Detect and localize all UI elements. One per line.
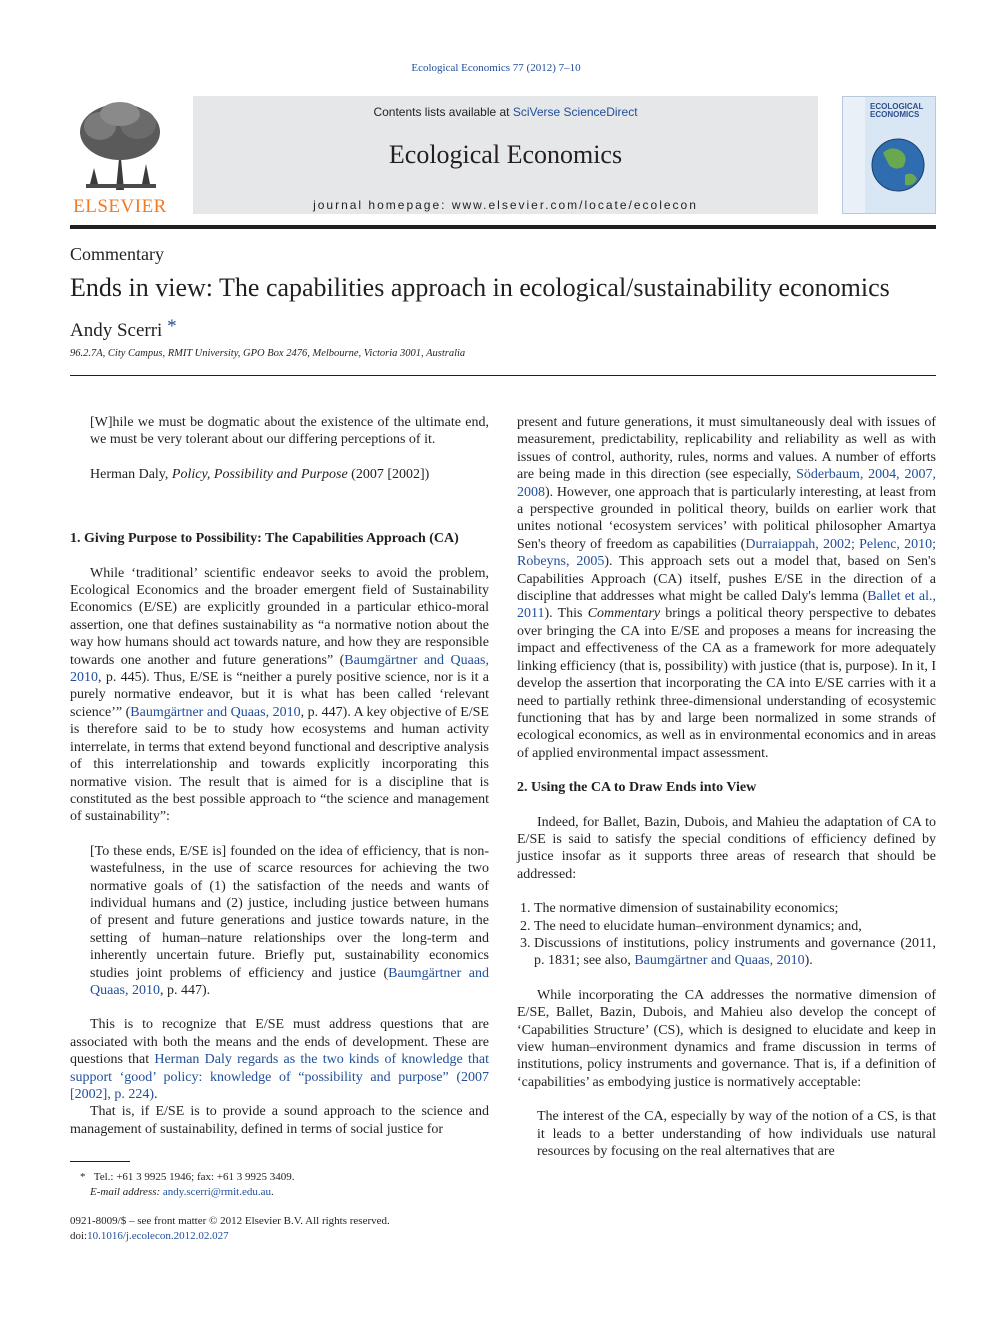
- journal-title: Ecological Economics: [388, 140, 623, 169]
- paragraph-text: While ‘traditional’ scientific endeavor seeks to avoid the problem, Ecological Economics and the broader emergent field of Sustainability Economics (E/SE) are explicitly grounded in a particular ethico-moral assertion, one that defines sustainability as “a normative notion about the way how humans should act towards nature, and how they are responsible towards one another and future generations” (: [70, 565, 489, 668]
- citation-link[interactable]: Baumgärtner and Quaas, 2010: [90, 965, 489, 998]
- issn-line: 0921-8009/$ – see front matter © 2012 Elsevier B.V. All rights reserved.: [70, 1215, 390, 1227]
- paragraph-text: , p. 447). A key objective of E/SE is therefore said to be to study how ecosystems and human activity interrelate, in terms that extend beyond functional and descriptive analysis of this interrelationship and towards explicitly incorporating this normative vision. The result that is aimed for is a discipline that is constituted as the best possible approach to “the science and management of sustainability”:: [70, 704, 489, 825]
- paragraph-text: , p. 445). Thus, E/SE is “neither a purely positive science, nor is it a purely normative endeavor, but it is what has been called ‘relevant science’” (: [70, 670, 489, 720]
- citation-link[interactable]: Baumgärtner and Quaas, 2010: [130, 704, 301, 720]
- affiliation: 96.2.7A, City Campus, RMIT University, GPO Box 2476, Melbourne, Victoria 3001, Australia: [70, 348, 466, 359]
- quote-text: , p. 447).: [160, 982, 211, 998]
- front-matter: [70, 1214, 490, 1244]
- paragraph-text: present and future generations, it must simultaneously deal with issues of measurement, predictability, replicability and reliability as well as with issues of control, authority, rules, norms and values. A number of efforts are being made in this direction (see especially,: [517, 415, 936, 483]
- paragraph: [70, 565, 489, 826]
- email-end: .: [271, 1186, 274, 1198]
- section-1-heading: 1. Giving Purpose to Possibility: The Capabilities Approach (CA): [70, 531, 459, 547]
- elsevier-tree-icon: [68, 98, 172, 194]
- citation-link[interactable]: Herman Daly regards as the two kinds of knowledge that support ‘good’ policy: knowledge of “possibility and purpose” (2007 [2002], p. 224): [70, 1052, 489, 1102]
- epigraph-year: (2007 [2002]): [347, 466, 430, 482]
- footnote-rule: [70, 1161, 130, 1162]
- footnote-tel: Tel.: +61 3 9925 1946; fax: +61 3 9925 3409.: [93, 1171, 295, 1183]
- left-column: [70, 414, 489, 1138]
- doi-line: [70, 1229, 490, 1244]
- citation-link[interactable]: Durraiappah, 2002; Pelenc, 2010; Robeyns, 2005: [517, 536, 936, 570]
- epigraph: [W]hile we must be dogmatic about the existence of the ultimate end, we must be very tolerant about our differing perceptions of it.: [90, 415, 489, 448]
- cover-title: ECOLOGICAL ECONOMICS: [870, 102, 924, 119]
- author-footnote-mark[interactable]: *: [167, 316, 177, 337]
- epigraph-work: Policy, Possibility and Purpose: [171, 466, 348, 482]
- paragraph-text: ). This: [544, 606, 588, 622]
- block-quote: The interest of the CA, especially by way of the notion of a CS, is that it leads to a better understanding of how individuals use natural resources by focusing on the real alternatives that are: [537, 1109, 936, 1160]
- contents-prefix: Contents lists available at: [373, 105, 513, 119]
- journal-reference-link[interactable]: Ecological Economics 77 (2012) 7–10: [411, 62, 581, 74]
- title-rule: [70, 375, 936, 376]
- email-label: E-mail address:: [90, 1186, 163, 1198]
- paragraph-text: This is to recognize that E/SE must address questions that are associated with both the means and the ends of development. These are questions that: [70, 1017, 489, 1068]
- paragraph: Indeed, for Ballet, Bazin, Dubois, and Mahieu the adaptation of CA to E/SE is said to satisfy the special conditions of efficiency defined by justice insofar as it supports three areas of research that should be addressed:: [517, 814, 936, 882]
- journal-masthead: [193, 96, 818, 214]
- paragraph-italic: Commentary: [587, 606, 661, 622]
- author-name: Andy Scerri: [70, 320, 163, 341]
- doi-link[interactable]: 10.1016/j.ecolecon.2012.02.027: [87, 1230, 229, 1242]
- sciencedirect-link[interactable]: SciVerse ScienceDirect: [512, 105, 638, 119]
- footnote-email: [80, 1185, 500, 1200]
- list-item: 2. The need to elucidate human–environment dynamics; and,: [534, 918, 936, 935]
- email-link[interactable]: andy.scerri@rmit.edu.au: [162, 1186, 271, 1198]
- list-item-text: Discussions of institutions, policy instruments and governance (2011, p. 1831; see also,: [534, 935, 936, 969]
- footnote-mark: *: [80, 1171, 86, 1183]
- footnote-contact: [80, 1170, 500, 1185]
- paragraph-text: brings a political theory perspective to debates over bringing the CA into E/SE and proposes a means for increasing the impact and effectiveness of the CA as a framework for more adequately linking efficiency (that is, possibility) with justice (that is, purpose). In it, I develop the assertion that incorporating the CA into E/SE carries with it a need to partially rethink three-dimensional understanding of ecosystemic functioning that has by and large been normalized in some strands of ecological economics, as well as in environmental economics and in areas of applied environmental impact assessment.: [517, 606, 936, 761]
- citation-link[interactable]: Söderbaum, 2004, 2007, 2008: [517, 467, 936, 500]
- article-type: Commentary: [70, 244, 164, 264]
- paragraph: While incorporating the CA addresses the normative dimension of E/SE, Ballet, Bazin, Dubois, and Mahieu also develop the concept of ‘Capabilities Structure’ (CS), which is designed to elucidate and keep in view human–environment dynamics and frame discussion in terms of institutions, policy instruments and governance. That is, if a definition of ‘capabilities’ as embodying justice is normatively acceptable:: [517, 987, 936, 1090]
- paragraph: That is, if E/SE is to provide a sound approach to the science and management of sustainability, defined in terms of social justice for: [70, 1104, 489, 1137]
- list-item-text: ).: [804, 953, 813, 969]
- globe-icon: [843, 97, 936, 214]
- journal-homepage[interactable]: journal homepage: www.elsevier.com/locate/ecolecon: [313, 198, 698, 212]
- paragraph: [517, 414, 936, 762]
- epigraph-author: Herman Daly,: [90, 466, 172, 482]
- journal-reference[interactable]: [0, 62, 992, 74]
- doi-label: doi:: [70, 1230, 88, 1242]
- paragraph: [70, 1016, 489, 1103]
- author-footnote: [80, 1170, 500, 1200]
- paragraph-text: ). However, one approach that is particularly interesting, at least from a perspective grounded in political theory, builds on earlier work that unites notional ‘ecosystem services’ with political philosopher Amartya Sen's theory of freedom as capabilities (: [517, 484, 936, 552]
- header-rule: [70, 225, 936, 229]
- epigraph-attribution: [90, 466, 489, 483]
- quote-text: [To these ends, E/SE is] founded on the idea of efficiency, that is non-wastefulness, in the use of scarce resources for achieving the two normative goals of (1) the satisfaction of the needs and wants of individual humans and (2) justice, including justice between humans of present and future generations and justice towards nature, in the setting of human–nature relationships over the long-term and inherently uncertain future. Briefly put, sustainability economics studies joint problems of efficiency and justice (: [90, 843, 489, 981]
- paragraph-text: ). This approach sets out a model that, based on Sen's Capabilities Approach (CA) itself, pushes E/SE in the direction of a discipline that addresses what might be called Daly's lemma (: [517, 554, 937, 605]
- block-quote: [90, 843, 489, 1000]
- paragraph-text: .: [154, 1087, 158, 1102]
- list-item: [534, 935, 936, 970]
- journal-cover-thumbnail: [842, 96, 936, 214]
- citation-link[interactable]: Baumgärtner and Quaas, 2010: [70, 652, 489, 686]
- list-item: 1. The normative dimension of sustainability economics;: [534, 900, 936, 917]
- research-areas-list: [517, 900, 936, 970]
- citation-link[interactable]: Baumgärtner and Quaas, 2010: [634, 953, 805, 969]
- contents-availability: [193, 105, 818, 119]
- right-column: [517, 414, 936, 1160]
- author-line: [70, 316, 177, 342]
- citation-link[interactable]: Ballet et al., 2011: [517, 589, 936, 622]
- elsevier-logo: [68, 98, 172, 216]
- elsevier-wordmark: ELSEVIER: [73, 196, 167, 217]
- article-title: Ends in view: The capabilities approach in ecological/sustainability economics: [70, 273, 890, 302]
- section-2-heading: 2. Using the CA to Draw Ends into View: [517, 780, 757, 796]
